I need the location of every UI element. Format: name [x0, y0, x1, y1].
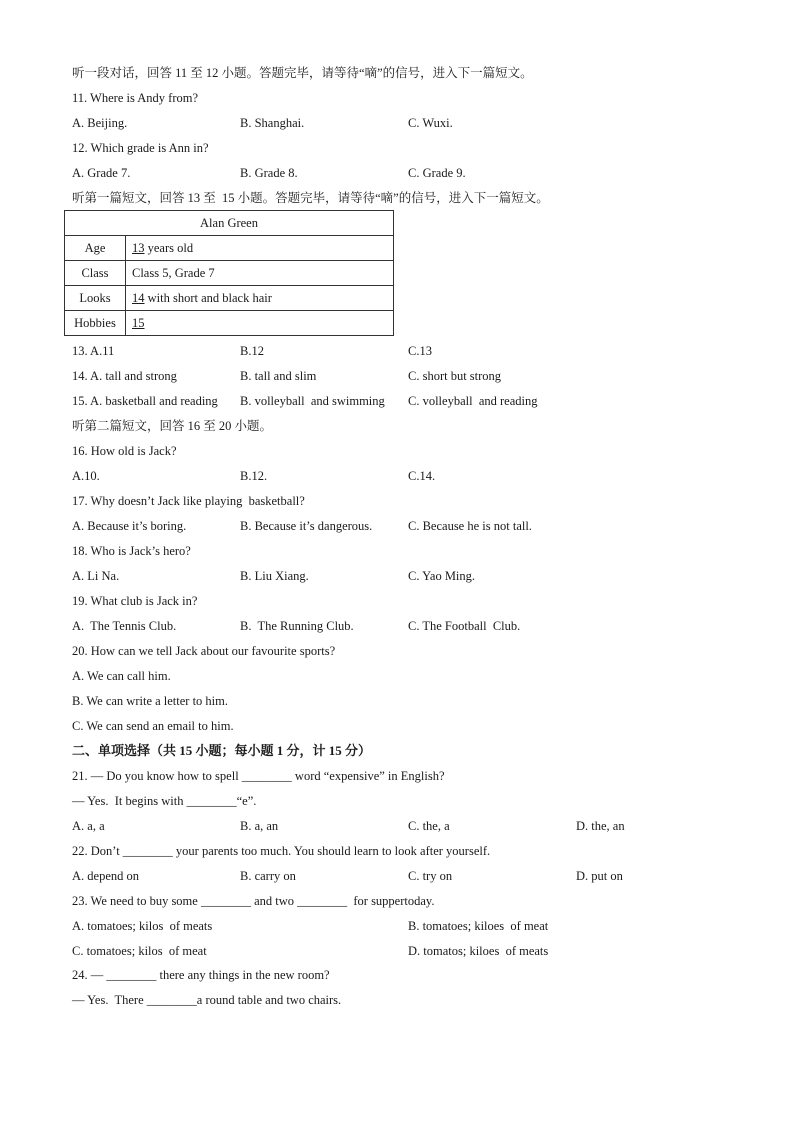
- row-value-looks: [126, 286, 394, 311]
- info-table: [64, 210, 394, 336]
- q18-option-a: A. Li Na.: [72, 569, 120, 583]
- question-12: 12. Which grade is Ann in?: [72, 141, 209, 155]
- q19-option-a: A. The Tennis Club.: [72, 619, 177, 633]
- question-24: 24. — ________ there any things in the new room?: [72, 968, 330, 982]
- q15-option-a: 15. A. basketball and reading: [72, 394, 218, 408]
- question-20: 20. How can we tell Jack about our favourite sports?: [72, 644, 336, 658]
- q12-option-b: B. Grade 8.: [240, 166, 298, 180]
- q23-option-c: C. tomatoes; kilos of meat: [72, 944, 207, 958]
- q14-option-c: C. short but strong: [408, 369, 502, 383]
- row-value-class: [126, 261, 394, 286]
- question-16: 16. How old is Jack?: [72, 444, 177, 458]
- q20-option-a: A. We can call him.: [72, 669, 171, 683]
- q16-option-b: B.12.: [240, 469, 268, 483]
- q13-option-c: C.13: [408, 344, 432, 358]
- q21-option-d: D. the, an: [576, 819, 625, 833]
- q13-option-b: B.12: [240, 344, 264, 358]
- q11-option-b: B. Shanghai.: [240, 116, 305, 130]
- q11-option-c: C. Wuxi.: [408, 116, 453, 130]
- q14-option-b: B. tall and slim: [240, 369, 317, 383]
- table-row: [65, 236, 394, 261]
- q14-option-a: 14. A. tall and strong: [72, 369, 177, 383]
- table-title: Alan Green: [65, 211, 394, 236]
- table-row: [65, 286, 394, 311]
- blank-number: 14: [132, 290, 145, 305]
- q23-option-a: A. tomatoes; kilos of meats: [72, 919, 213, 933]
- question-17: 17. Why doesn’t Jack like playing basketball?: [72, 494, 305, 508]
- row-value-age: [126, 236, 394, 261]
- q22-option-a: A. depend on: [72, 869, 139, 883]
- question-11: 11. Where is Andy from?: [72, 91, 199, 105]
- row-text: with short and black hair: [144, 290, 272, 305]
- q23-option-d: D. tomatos; kiloes of meats: [408, 944, 549, 958]
- q19-option-b: B. The Running Club.: [240, 619, 354, 633]
- q17-option-b: B. Because it’s dangerous.: [240, 519, 373, 533]
- q15-option-c: C. volleyball and reading: [408, 394, 538, 408]
- row-text: Class 5, Grade 7: [132, 265, 215, 280]
- table-row: [65, 261, 394, 286]
- question-21: 21. — Do you know how to spell ________ word “expensive” in English?: [72, 769, 445, 783]
- q21-option-a: A. a, a: [72, 819, 105, 833]
- q21-option-c: C. the, a: [408, 819, 450, 833]
- q22-option-c: C. try on: [408, 869, 453, 883]
- q12-option-a: A. Grade 7.: [72, 166, 131, 180]
- q19-option-c: C. The Football Club.: [408, 619, 521, 633]
- q15-option-b: B. volleyball and swimming: [240, 394, 385, 408]
- q20-option-b: B. We can write a letter to him.: [72, 694, 229, 708]
- blank-number: 15: [132, 315, 145, 330]
- q16-option-a: A.10.: [72, 469, 100, 483]
- q13-option-a: 13. A.11: [72, 344, 115, 358]
- q16-option-c: C.14.: [408, 469, 436, 483]
- listening-instruction-1: 听一段对话，回答 11 至 12 小题。答题完毕，请等待“嘀”的信号，进入下一篇短文。: [72, 66, 533, 80]
- row-text: years old: [144, 240, 194, 255]
- q17-option-c: C. Because he is not tall.: [408, 519, 532, 533]
- row-label-age: Age: [65, 236, 126, 261]
- section-heading: 二、单项选择（共 15 小题；每小题 1 分，计 15 分）: [72, 743, 372, 758]
- question-23: 23. We need to buy some ________ and two ________ for suppertoday.: [72, 894, 435, 908]
- q18-option-b: B. Liu Xiang.: [240, 569, 309, 583]
- row-label-looks: Looks: [65, 286, 126, 311]
- question-19: 19. What club is Jack in?: [72, 594, 198, 608]
- q22-option-b: B. carry on: [240, 869, 296, 883]
- table-row: [65, 311, 394, 336]
- q12-option-c: C. Grade 9.: [408, 166, 466, 180]
- question-24-response: — Yes. There ________a round table and two chairs.: [72, 993, 342, 1007]
- question-18: 18. Who is Jack’s hero?: [72, 544, 191, 558]
- row-value-hobbies: [126, 311, 394, 336]
- q20-option-c: C. We can send an email to him.: [72, 719, 234, 733]
- q11-option-a: A. Beijing.: [72, 116, 128, 130]
- row-label-hobbies: Hobbies: [65, 311, 126, 336]
- blank-number: 13: [132, 240, 145, 255]
- listening-instruction-2: 听第一篇短文，回答 13 至 15 小题。答题完毕，请等待“嘀”的信号，进入下一篇短文。: [72, 191, 549, 205]
- q21-option-b: B. a, an: [240, 819, 279, 833]
- q23-option-b: B. tomatoes; kiloes of meat: [408, 919, 549, 933]
- q18-option-c: C. Yao Ming.: [408, 569, 476, 583]
- listening-instruction-3: 听第二篇短文，回答 16 至 20 小题。: [72, 419, 273, 433]
- q17-option-a: A. Because it’s boring.: [72, 519, 187, 533]
- question-21-response: — Yes. It begins with ________“e”.: [72, 794, 257, 808]
- question-22: 22. Don’t ________ your parents too much. You should learn to look after yourself.: [72, 844, 491, 858]
- q22-option-d: D. put on: [576, 869, 623, 883]
- row-label-class: Class: [65, 261, 126, 286]
